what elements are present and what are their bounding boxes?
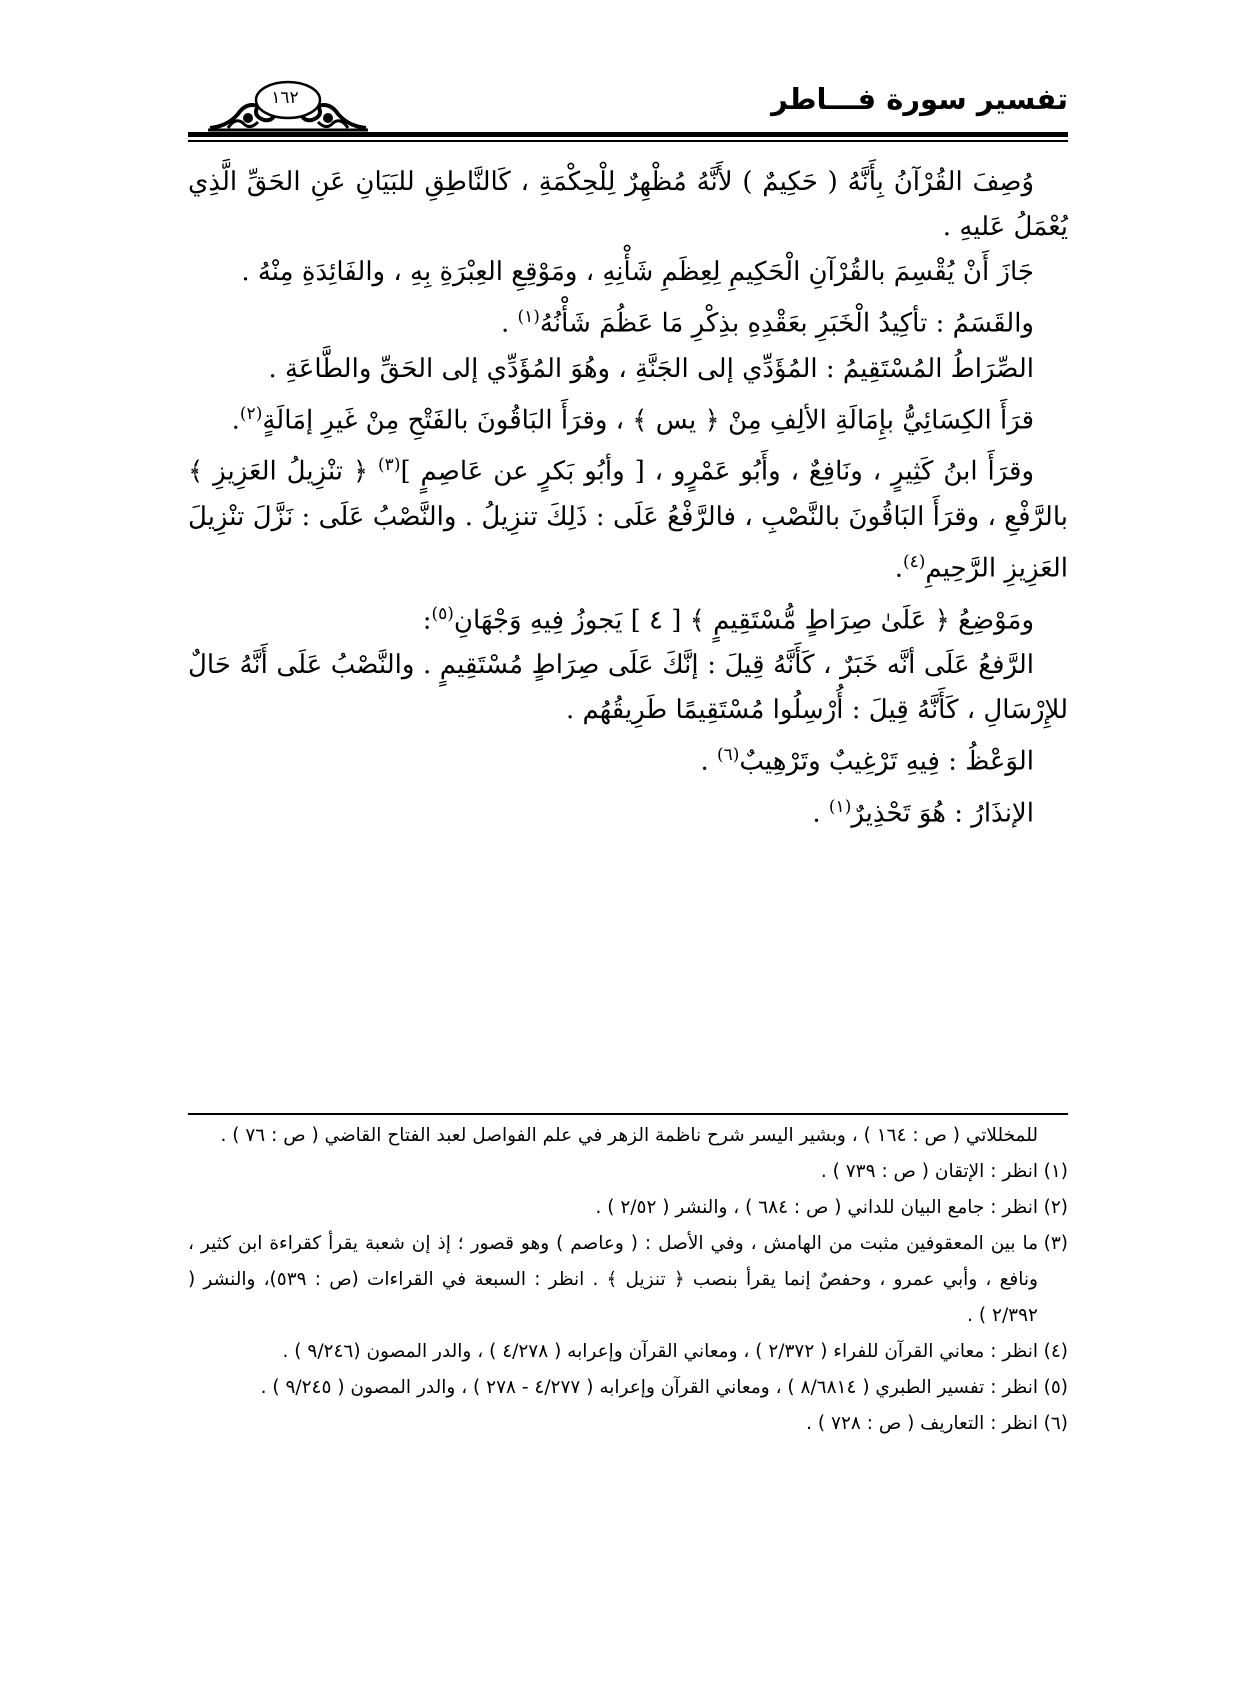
footnote-continuation: للمخللاتي ( ص : ١٦٤ ) ، وبشير اليسر شرح ناظمة الزهر في علم الفواصل لعبد الفتاح القاضي ( ص : ٧٦ ) . xyxy=(220,1125,1038,1146)
paragraph-text: والقَسَمُ : تأكِيدُ الْخَبَرِ بعَقْدِهِ بذِكْرِ مَا عَظُمَ شَأْنُهُ xyxy=(539,308,1034,339)
footnote xyxy=(188,1334,1068,1370)
footnote-text: انظر : التعاريف ( ص : ٧٢٨ ) . xyxy=(806,1413,1038,1434)
footnote-mark: (٣) xyxy=(378,455,401,476)
footnote-number: (٦) xyxy=(1043,1413,1068,1434)
footnote-mark: (١) xyxy=(828,796,852,817)
footnote xyxy=(188,1190,1068,1226)
paragraph-text: جَازَ أَنْ يُقْسِمَ بالقُرْآنِ الْحَكِيمِ لِعِظَمِ شَأْنِهِ ، ومَوْقِعِ العِبْرَةِ بِهِ ، والفَائِدَةِ مِنْهُ . xyxy=(241,257,1034,287)
paragraph-text: الإنذَارُ : هُوَ تَحْذِيرٌ xyxy=(851,798,1034,829)
footnote xyxy=(188,1406,1068,1442)
footnote-mark: (٤) xyxy=(902,551,926,572)
footnote-mark: (٦) xyxy=(716,745,740,766)
footnote xyxy=(188,1370,1068,1406)
main-text xyxy=(188,160,1068,837)
footnote-separator xyxy=(188,1113,1068,1115)
footnote-number: (٥) xyxy=(1043,1377,1068,1398)
footnote-text: انظر : الإتقان ( ص : ٧٣٩ ) . xyxy=(820,1161,1038,1182)
footnote-text: انظر : تفسير الطبري ( ٨/٦٨١٤ ) ، ومعاني القرآن وإعرابه ( ٤/٢٧٧ - ٢٧٨ ) ، والدر المصون ( ٩/٢٤٥ ) . xyxy=(260,1377,1038,1398)
book-title: تفسير سورة فـــاطر xyxy=(771,82,1068,116)
paragraph: ومَوْضِعُ ﴿ عَلَىٰ صِرَاطٍ مُّسْتَقِيمٍ ﴾ [ ٤ ] يَجوزُ فِيهِ وَجْهَانِ$^{(٥)}$: xyxy=(422,603,1034,636)
paragraph xyxy=(188,347,1068,392)
paragraph-text: وقرَأَ ابنُ كَثِيرٍ ، ونَافِعٌ ، وأَبُو عَمْرٍو ، [ وأبُو بَكرٍ عن عَاصِمٍ ] xyxy=(400,456,1035,487)
paragraph-text: الصِّرَاطُ المُسْتَقِيمُ : المُؤَدِّي إلى الجَنَّةِ ، وهُوَ المُؤَدِّي إلى الحَقِّ والطَّاعَةِ . xyxy=(268,353,1034,384)
paragraph xyxy=(188,160,1068,250)
paragraph-text: الوَعْظُ : فِيهِ تَرْغِيبٌ وتَرْهِيبٌ xyxy=(739,746,1034,777)
footnote-mark: (٥) xyxy=(431,603,454,624)
paragraph-text: قرَأَ الكِسَائِيُّ بإِمَالَةِ الألِفِ مِنْ ﴿ يس ﴾ ، وقرَأَ البَاقُونَ بالفَتْحِ مِنْ غَيرِ إمَالَةٍ xyxy=(262,405,1034,436)
paragraph xyxy=(188,250,1068,295)
footnotes xyxy=(188,1118,1068,1442)
footnote-text: انظر : جامع البيان للداني ( ص : ٦٨٤ ) ، والنشر ( ٢/٥٢ ) . xyxy=(595,1197,1038,1218)
paragraph-text: الرَّفعُ عَلَى أنَّه خَبَرٌ ، كَأَنَّهُ قِيلَ : إنَّكَ عَلَى صِرَاطٍ مُسْتَقِيمٍ . والنَّصْبُ عَلَى أَنَّهُ حَالٌ للإِرْسَالِ ، كَأَنَّهُ قِيلَ : أُرْسِلُوا مُسْتَقِيمًا طَرِيقُهُم . xyxy=(188,650,1068,726)
footnote-number: (١) xyxy=(1043,1161,1068,1182)
paragraph-text: وُصِفَ القُرْآنُ بِأَنَّهُ ( حَكِيمٌ ) لأَنَّهُ مُظْهِرٌ لِلْحِكْمَةِ ، كَالنَّاطِقِ للبَيَانِ عَنِ الحَقِّ الَّذِي يُعْمَلُ عَليهِ . xyxy=(188,167,1068,242)
paragraph: والقَسَمُ : تأكِيدُ الْخَبَرِ بعَقْدِهِ بذِكْرِ مَا عَظُمَ شَأْنُهُ$^{(١)}$ . xyxy=(500,307,1034,339)
paragraph-text: ومَوْضِعُ ﴿ عَلَىٰ صِرَاطٍ مُّسْتَقِيمٍ ﴾ [ ٤ ] يَجوزُ فِيهِ وَجْهَانِ xyxy=(453,605,1034,636)
header-rule-thin xyxy=(188,140,1068,142)
footnote-text: ما بين المعقوفين مثبت من الهامش ، وفي الأصل : ( وعاصم ) وهو قصور ؛ إذ إن شعبة يقرأ كقراءة ابن كثير ، ونافع ، وأبي عمرو ، وحفصٌ إنما يقرأ بنصب ﴿ تنزيل ﴾ . انظر : السبعة في القراءات (ص : ٥٣٩)، والنشر ( ٢/٣٩٢ ) . xyxy=(188,1233,1038,1326)
footnote-number: (٣) xyxy=(1043,1233,1068,1254)
footnote-mark: (٢) xyxy=(239,403,263,424)
paragraph-text: ﴿ تنْزِيلُ العَزِيزِ ﴾ بالرَّفْعِ ، وقرَأَ البَاقُونَ بالنَّصْبِ ، فالرَّفْعُ عَلَى : ذَلِكَ تنزِيلُ . والنَّصْبُ عَلَى : نَزَّلَ تنْزِيلَ العَزِيزِ الرَّحِيمِ xyxy=(188,456,1068,584)
footnote-number: (٤) xyxy=(1043,1341,1068,1362)
page-number: ١٦٢ xyxy=(271,88,299,108)
paragraph: الوَعْظُ : فِيهِ تَرْغِيبٌ وتَرْهِيبٌ$^{(٦)}$ . xyxy=(700,745,1034,777)
footnote-number: (٢) xyxy=(1043,1197,1068,1218)
paragraph: الإنذَارُ : هُوَ تَحْذِيرٌ$^{(١)}$ . xyxy=(812,796,1034,829)
paragraph xyxy=(188,643,1068,733)
paragraph: قرَأَ الكِسَائِيُّ بإِمَالَةِ الألِفِ مِنْ ﴿ يس ﴾ ، وقرَأَ البَاقُونَ بالفَتْحِ مِنْ غَيرِ إمَالَةٍ$^{(٢)}$. xyxy=(231,403,1034,436)
footnote-mark: (١) xyxy=(517,307,540,327)
footnote xyxy=(188,1226,1068,1334)
paragraph: وقرَأَ ابنُ كَثِيرٍ ، ونَافِعٌ ، وأَبُو عَمْرٍو ، [ وأبُو بَكرٍ عن عَاصِمٍ ]$^{(٣)}$ ﴿ تنْزِيلُ العَزِيزِ ﴾ بالرَّفْعِ ، وقرَأَ البَاقُونَ بالنَّصْبِ ، فالرَّفْعُ عَلَى : ذَلِكَ تنزِيلُ . والنَّصْبُ عَلَى : نَزَّلَ تنْزِيلَ العَزِيزِ الرَّحِيمِ$^{(٤)}$. xyxy=(188,455,1068,584)
header-rule-thick xyxy=(188,132,1068,137)
footnote-text: انظر : معاني القرآن للفراء ( ٢/٣٧٢ ) ، ومعاني القرآن وإعرابه ( ٤/٢٧٨ ) ، والدر المصون (٩/٢٤٦ ) . xyxy=(282,1341,1038,1362)
footnote xyxy=(188,1154,1068,1190)
page-header xyxy=(188,76,1068,132)
